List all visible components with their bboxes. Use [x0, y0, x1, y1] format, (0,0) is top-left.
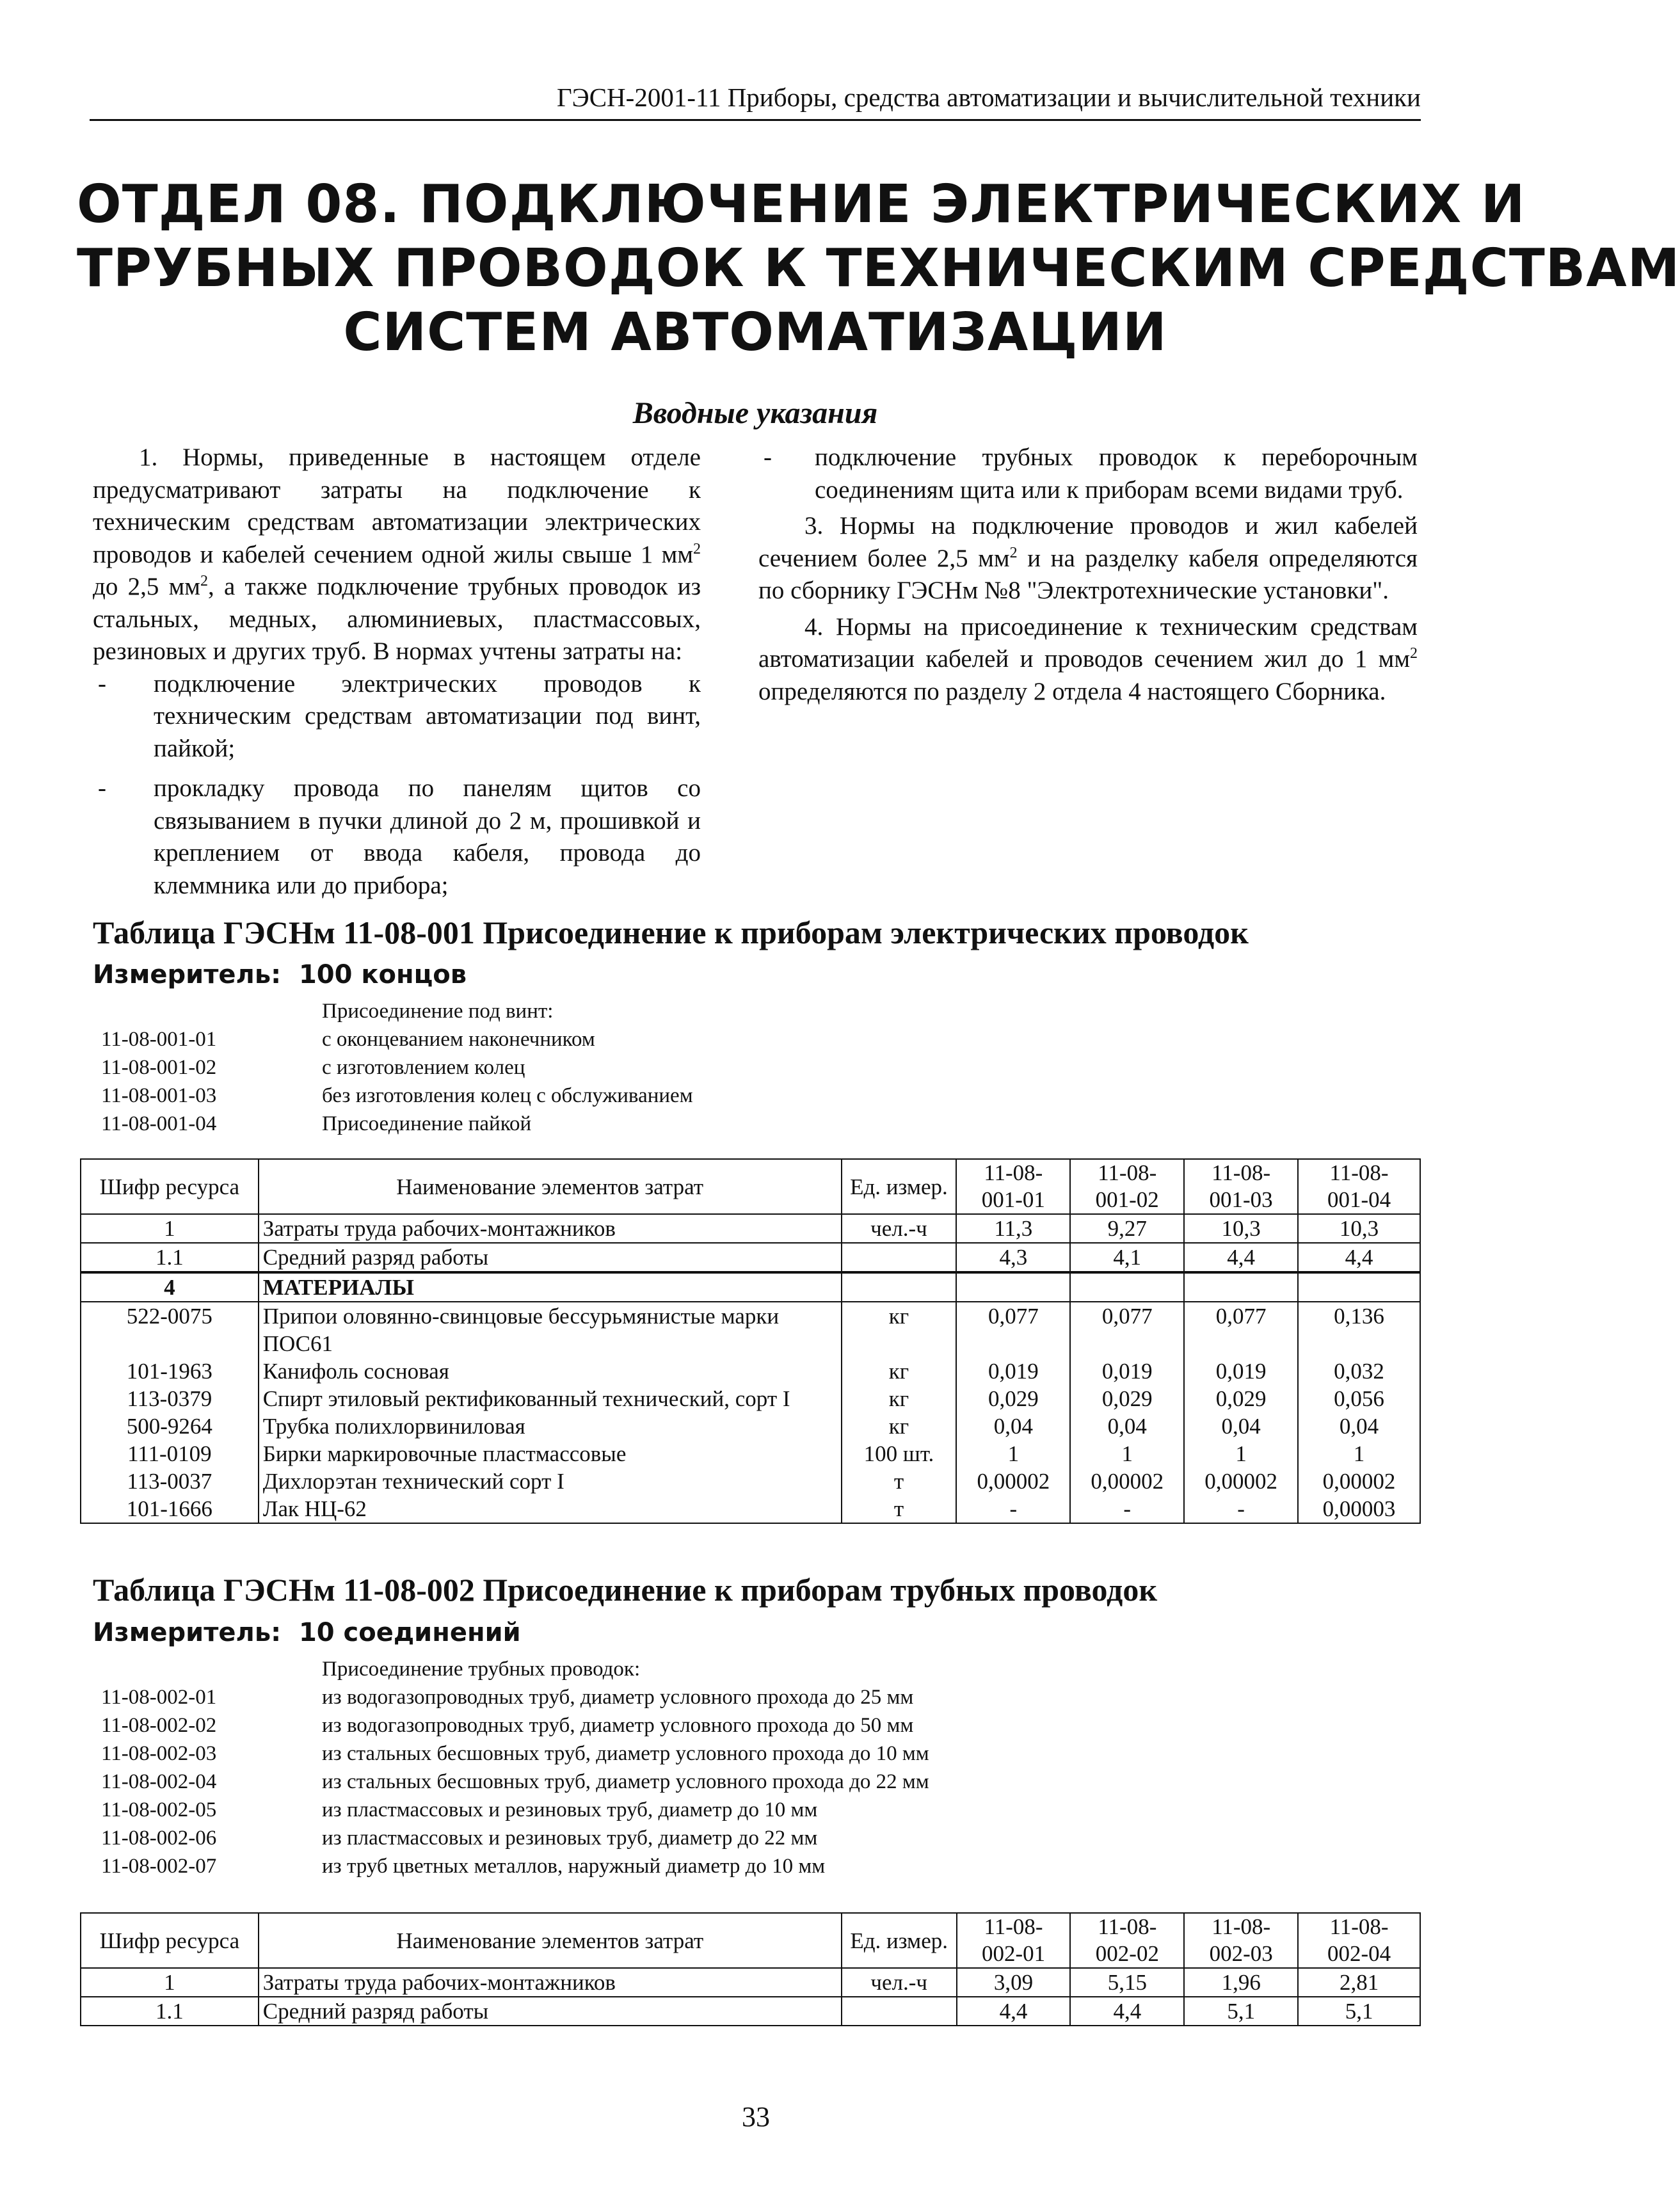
- intro-list-item: - подключение электрических проводов к техническим средствам автоматизации под винт, пайкой;: [98, 669, 701, 762]
- table-row: 522-0075 Припои оловянно-свинцовые бессурьмянистые марки ПОС61 кг 0,077 0,077 0,077 0,136: [81, 1302, 1420, 1357]
- section-title: [77, 173, 1680, 365]
- table-row: 4 МАТЕРИАЛЫ: [81, 1272, 1420, 1302]
- code-row: 11-08-002-05 из пластмассовых и резиновых труб, диаметр до 10 мм: [101, 1798, 818, 1821]
- table-row: 1 Затраты труда рабочих-монтажников чел.-ч 3,09 5,15 1,96 2,81: [81, 1968, 1420, 1997]
- table-row: 1.1 Средний разряд работы 4,4 4,4 5,1 5,1: [81, 1997, 1420, 2026]
- table2-title: Таблица ГЭСНм 11-08-002 Присоединение к приборам трубных проводок: [93, 1572, 1158, 1608]
- code-row: 11-08-002-07 из труб цветных металлов, наружный диаметр до 10 мм: [101, 1855, 826, 1878]
- group-caption: Присоединение трубных проводок:: [322, 1658, 641, 1681]
- table1-code-list: [101, 997, 1413, 1138]
- table-row: 1.1 Средний разряд работы 4,3 4,1 4,4 4,4: [81, 1243, 1420, 1272]
- table1-title: Таблица ГЭСНм 11-08-001 Присоединение к приборам электрических проводок: [93, 915, 1249, 950]
- section-title-line-2: ТРУБНЫХ ПРОВОДОК К ТЕХНИЧЕСКИМ СРЕДСТВАМ: [77, 238, 1680, 299]
- table2: [80, 1912, 1421, 2026]
- table1: [80, 1158, 1421, 1524]
- table1-measure: Измеритель: 100 концов: [93, 960, 467, 989]
- running-header: ГЭСН-2001-11 Приборы, средства автоматизации и вычислительной техники: [90, 82, 1421, 121]
- intro-list-item: - подключение трубных проводок к переборочным соединениям щита или к приборам всеми видами труб.: [764, 444, 1418, 504]
- table-row: 500-9264 Трубка полихлорвиниловая кг 0,04 0,04 0,04 0,04: [81, 1412, 1420, 1440]
- table2-measure: Измеритель: 10 соединений: [93, 1618, 521, 1647]
- code-row: 11-08-002-06 из пластмассовых и резиновых труб, диаметр до 22 мм: [101, 1827, 818, 1850]
- code-row: 11-08-002-03 из стальных бесшовных труб, диаметр условного прохода до 10 мм: [101, 1742, 929, 1765]
- table2-code-list: [101, 1655, 1413, 1880]
- code-row: 11-08-002-01 из водогазопроводных труб, диаметр условного прохода до 25 мм: [101, 1686, 914, 1709]
- table-row: 101-1963 Канифоль сосновая кг 0,019 0,019 0,019 0,032: [81, 1357, 1420, 1385]
- intro-list-item: - прокладку провода по панелям щитов со связыванием в пучки длиной до 2 м, прошивкой и креплением от ввода кабеля, провода до клеммника или до прибора;: [98, 774, 701, 899]
- table-row: 1 Затраты труда рабочих-монтажников чел.-ч 11,3 9,27 10,3 10,3: [81, 1214, 1420, 1243]
- group-caption: Присоединение под винт:: [322, 1000, 554, 1023]
- code-row: 11-08-002-04 из стальных бесшовных труб, диаметр условного прохода до 22 мм: [101, 1770, 929, 1793]
- intro-paragraph-3: 3. Нормы на подключение проводов и жил кабелей сечением более 2,5 $мм^2$ и на разделку кабеля определяются по сборнику ГЭСНм №8 "Электротехнические установки".: [758, 512, 1418, 604]
- intro-column-left: [93, 442, 701, 902]
- code-row: 11-08-002-02 из водогазопроводных труб, диаметр условного прохода до 50 мм: [101, 1714, 914, 1737]
- intro-paragraph-1: 1. Нормы, приведенные в настоящем отделе предусматривают затраты на подключение к техническим средствам автоматизации электрических проводов и кабелей сечением одной жилы свыше 1 $мм^2$ до 2,5 $мм^2$, а также подключение трубных проводок из стальных, медных, алюминиевых, пластмассовых, резиновых и других труб. В нормах учтены затраты на:: [93, 444, 701, 665]
- intro-heading: Вводные указания: [632, 396, 878, 430]
- section-title-line-1: ОТДЕЛ 08. ПОДКЛЮЧЕНИЕ ЭЛЕКТРИЧЕСКИХ И: [77, 174, 1526, 235]
- intro-column-right: [758, 442, 1418, 708]
- code-row: 11-08-001-01 с оконцеванием наконечником: [101, 1028, 595, 1051]
- table-row: 113-0037 Дихлорэтан технический сорт I т 0,00002 0,00002 0,00002 0,00002: [81, 1468, 1420, 1495]
- table-header-row: Шифр ресурса Наименование элементов затрат Ед. измер. 11-08- 001-01 11-08- 001-02 11-08- 001-03 11-08- 001-04: [81, 1159, 1420, 1214]
- code-row: 11-08-001-03 без изготовления колец с обслуживанием: [101, 1084, 693, 1107]
- table-row: 101-1666 Лак НЦ-62 т - - - 0,00003: [81, 1495, 1420, 1523]
- table-row: 113-0379 Спирт этиловый ректификованный технический, сорт I кг 0,029 0,029 0,029 0,056: [81, 1385, 1420, 1412]
- code-row: 11-08-001-02 с изготовлением колец: [101, 1056, 525, 1079]
- table-row: 111-0109 Бирки маркировочные пластмассовые 100 шт. 1 1 1 1: [81, 1440, 1420, 1468]
- table-header-row: Шифр ресурса Наименование элементов затрат Ед. измер. 11-08- 002-01 11-08- 002-02 11-08- 002-03 11-08- 002-04: [81, 1913, 1420, 1968]
- section-title-line-3: СИСТЕМ АВТОМАТИЗАЦИИ: [343, 302, 1167, 363]
- code-row: 11-08-001-04 Присоединение пайкой: [101, 1112, 532, 1135]
- intro-paragraph-4: 4. Нормы на присоединение к техническим средствам автоматизации кабелей и проводов сечением жил до 1 $мм^2$ определяются по разделу 2 отдела 4 настоящего Сборника.: [758, 612, 1418, 705]
- page-number: 33: [742, 2101, 770, 2132]
